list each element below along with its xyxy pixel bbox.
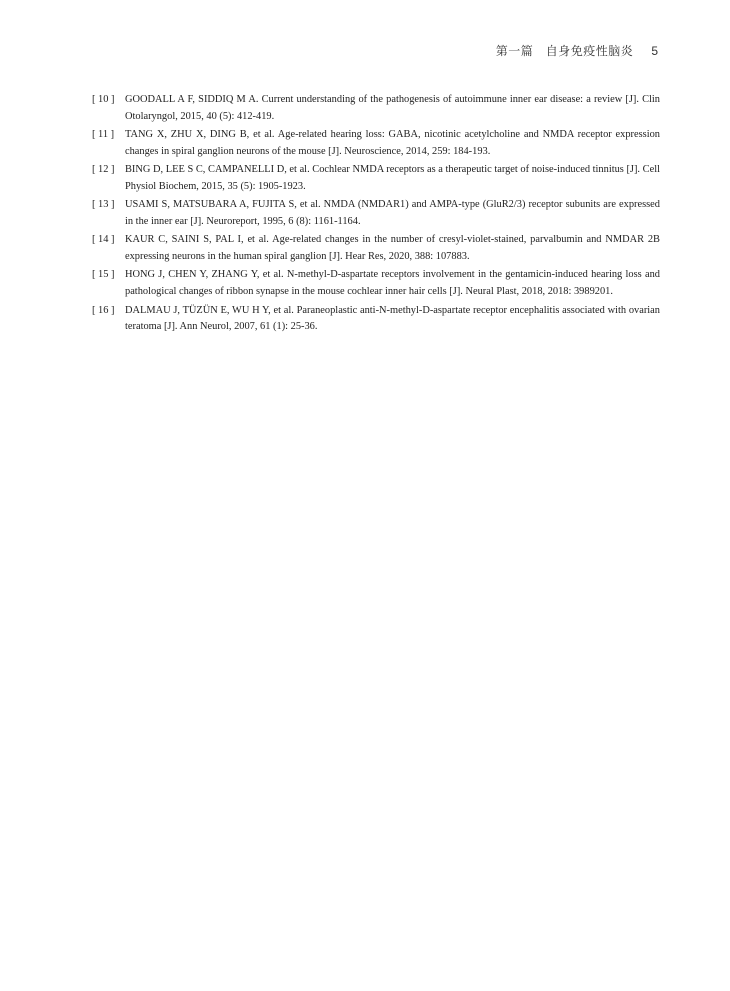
reference-text: USAMI S, MATSUBARA A, FUJITA S, et al. NMDA (NMDAR1) and AMPA-type (GluR2/3) receptor subunits are expressed in the inner ear [J]. Neuroreport, 1995, 6 (8): 1161-1164. [125,199,660,228]
reference-item [92,127,660,161]
reference-text: GOODALL A F, SIDDIQ M A. Current understanding of the pathogenesis of autoimmune inner ear disease: a review [J]. Clin Otolaryngol, 2015, 40 (5): 412-419. [125,94,660,122]
reference-number: [ 10 ] [92,94,115,105]
reference-text: KAUR C, SAINI S, PAL I, et al. Age-related changes in the number of cresyl-violet-stained, parvalbumin and NMDAR 2B expressing neurons in the human spiral ganglion [J]. Hear Res, 2020, 388: 107883. [125,234,660,263]
reference-item [92,232,660,266]
reference-number: [ 13 ] [92,199,115,211]
reference-number: [ 16 ] [92,304,115,316]
reference-text: TANG X, ZHU X, DING B, et al. Age-related hearing loss: GABA, nicotinic acetylcholine and NMDA receptor expression changes in spiral ganglion neurons of the mouse [J]. Neuroscience, 2014, 259: 184-193. [125,129,660,157]
reference-item [92,267,660,301]
reference-number: [ 11 ] [92,129,115,141]
reference-text: BING D, LEE S C, CAMPANELLI D, et al. Cochlear NMDA receptors as a therapeutic target of noise-induced tinnitus [J]. Cell Physiol Biochem, 2015, 35 (5): 1905-1923. [125,164,660,192]
reference-item [92,197,660,231]
reference-text: HONG J, CHEN Y, ZHANG Y, et al. N-methyl-D-aspartate receptors involvement in the gentamicin-induced hearing loss and pathological changes of ribbon synapse in the mouse cochlear inner hair cells [J]. Neural Plast, 2018, 2018: 3989201. [125,269,660,298]
reference-list [92,92,660,338]
reference-text: DALMAU J, TÜZÜN E, WU H Y, et al. Paraneoplastic anti-N-methyl-D-aspartate receptor encephalitis associated with ovarian teratoma [J]. Ann Neurol, 2007, 61 (1): 25-36. [125,304,660,333]
reference-item [92,92,660,126]
page-number: 5 [651,44,658,58]
reference-item [92,162,660,196]
reference-number: [ 12 ] [92,164,115,176]
page-header [496,42,658,59]
reference-number: [ 14 ] [92,234,115,246]
reference-number: [ 15 ] [92,269,115,281]
chapter-title: 第一篇 自身免疫性脑炎 [495,44,634,58]
reference-item [92,303,660,337]
